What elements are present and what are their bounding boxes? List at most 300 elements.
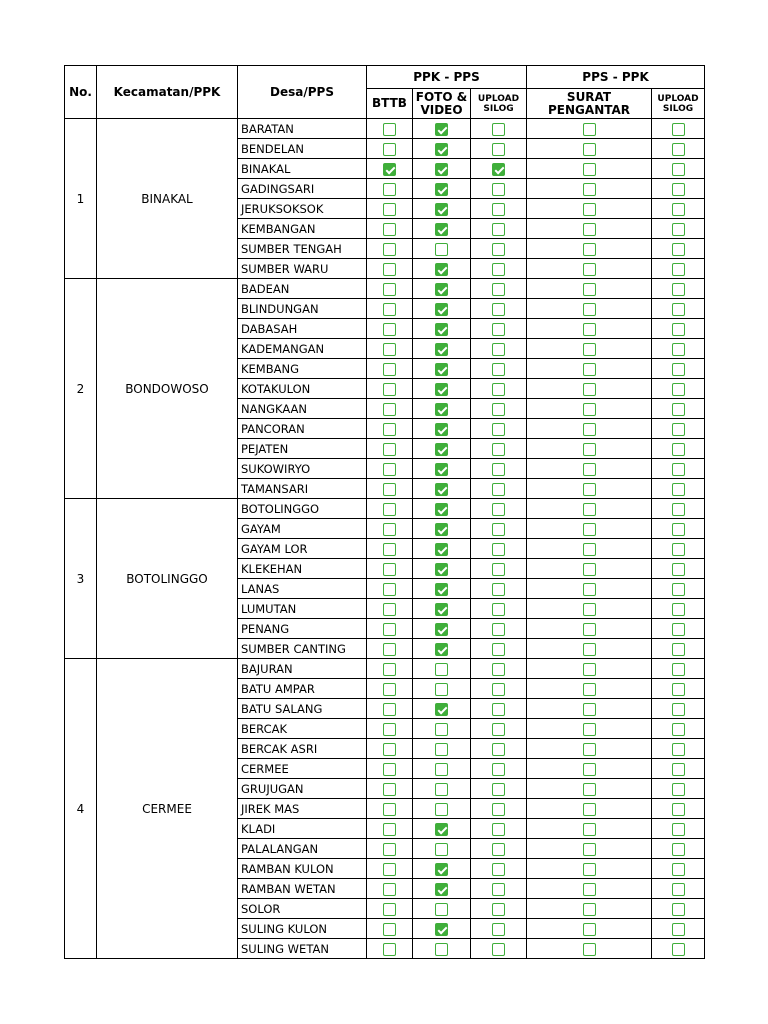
checkbox-bttb-unchecked-icon[interactable] xyxy=(383,583,396,596)
checkbox-cell xyxy=(471,379,527,399)
checkbox-foto-video-unchecked-icon[interactable] xyxy=(435,943,448,956)
checkbox-cell xyxy=(652,639,705,659)
checkbox-cell xyxy=(413,639,471,659)
desa-name: SUMBER WARU xyxy=(238,259,367,279)
checkbox-cell xyxy=(413,759,471,779)
checkbox-cell xyxy=(652,859,705,879)
checkbox-cell xyxy=(413,379,471,399)
checkbox-surat-pengantar-unchecked-icon[interactable] xyxy=(583,843,596,856)
checkbox-bttb-unchecked-icon[interactable] xyxy=(383,543,396,556)
checkbox-bttb-unchecked-icon[interactable] xyxy=(383,823,396,836)
checkbox-bttb-unchecked-icon[interactable] xyxy=(383,283,396,296)
checkbox-upload-silog-pps-unchecked-icon[interactable] xyxy=(672,563,685,576)
checkbox-cell xyxy=(652,199,705,219)
checkbox-bttb-unchecked-icon[interactable] xyxy=(383,523,396,536)
desa-name: SOLOR xyxy=(238,899,367,919)
checkbox-upload-silog-ppk-unchecked-icon[interactable] xyxy=(492,283,505,296)
checkbox-cell xyxy=(652,239,705,259)
checkbox-bttb-unchecked-icon[interactable] xyxy=(383,403,396,416)
checkbox-surat-pengantar-unchecked-icon[interactable] xyxy=(583,203,596,216)
checkbox-cell xyxy=(471,859,527,879)
checkbox-surat-pengantar-unchecked-icon[interactable] xyxy=(583,903,596,916)
checkbox-upload-silog-pps-unchecked-icon[interactable] xyxy=(672,123,685,136)
checkbox-bttb-unchecked-icon[interactable] xyxy=(383,263,396,276)
checkbox-upload-silog-ppk-unchecked-icon[interactable] xyxy=(492,183,505,196)
checkbox-foto-video-checked-icon[interactable] xyxy=(435,463,448,476)
checkbox-cell xyxy=(652,419,705,439)
checkbox-upload-silog-ppk-unchecked-icon[interactable] xyxy=(492,143,505,156)
checkbox-upload-silog-ppk-unchecked-icon[interactable] xyxy=(492,443,505,456)
checkbox-upload-silog-ppk-unchecked-icon[interactable] xyxy=(492,883,505,896)
checkbox-surat-pengantar-unchecked-icon[interactable] xyxy=(583,363,596,376)
kecamatan-name: BINAKAL xyxy=(97,119,238,279)
checkbox-upload-silog-ppk-unchecked-icon[interactable] xyxy=(492,223,505,236)
checkbox-cell xyxy=(471,699,527,719)
checkbox-upload-silog-pps-unchecked-icon[interactable] xyxy=(672,283,685,296)
kecamatan-name: BOTOLINGGO xyxy=(97,499,238,659)
checkbox-cell xyxy=(413,199,471,219)
checkbox-foto-video-checked-icon[interactable] xyxy=(435,263,448,276)
checkbox-upload-silog-pps-unchecked-icon[interactable] xyxy=(672,823,685,836)
checkbox-upload-silog-ppk-unchecked-icon[interactable] xyxy=(492,423,505,436)
checkbox-surat-pengantar-unchecked-icon[interactable] xyxy=(583,223,596,236)
checkbox-upload-silog-pps-unchecked-icon[interactable] xyxy=(672,143,685,156)
checkbox-upload-silog-pps-unchecked-icon[interactable] xyxy=(672,863,685,876)
desa-name: SUMBER CANTING xyxy=(238,639,367,659)
checkbox-upload-silog-pps-unchecked-icon[interactable] xyxy=(672,463,685,476)
checkbox-upload-silog-pps-unchecked-icon[interactable] xyxy=(672,523,685,536)
checkbox-upload-silog-pps-unchecked-icon[interactable] xyxy=(672,543,685,556)
checkbox-foto-video-unchecked-icon[interactable] xyxy=(435,663,448,676)
checkbox-cell xyxy=(471,879,527,899)
checkbox-surat-pengantar-unchecked-icon[interactable] xyxy=(583,183,596,196)
desa-name: DABASAH xyxy=(238,319,367,339)
checkbox-foto-video-checked-icon[interactable] xyxy=(435,923,448,936)
checkbox-cell xyxy=(652,339,705,359)
checkbox-cell xyxy=(367,659,413,679)
checkbox-cell xyxy=(527,779,652,799)
checkbox-foto-video-checked-icon[interactable] xyxy=(435,443,448,456)
checkbox-cell xyxy=(527,519,652,539)
checkbox-surat-pengantar-unchecked-icon[interactable] xyxy=(583,383,596,396)
checkbox-surat-pengantar-unchecked-icon[interactable] xyxy=(583,623,596,636)
checkbox-upload-silog-ppk-unchecked-icon[interactable] xyxy=(492,663,505,676)
checkbox-cell xyxy=(527,359,652,379)
checkbox-upload-silog-pps-unchecked-icon[interactable] xyxy=(672,783,685,796)
checkbox-cell xyxy=(652,799,705,819)
checkbox-surat-pengantar-unchecked-icon[interactable] xyxy=(583,563,596,576)
checkbox-foto-video-unchecked-icon[interactable] xyxy=(435,723,448,736)
checkbox-upload-silog-pps-unchecked-icon[interactable] xyxy=(672,723,685,736)
checkbox-bttb-checked-icon[interactable] xyxy=(383,163,396,176)
checkbox-upload-silog-ppk-unchecked-icon[interactable] xyxy=(492,343,505,356)
checkbox-bttb-unchecked-icon[interactable] xyxy=(383,323,396,336)
checkbox-upload-silog-ppk-unchecked-icon[interactable] xyxy=(492,563,505,576)
checkbox-foto-video-checked-icon[interactable] xyxy=(435,403,448,416)
header-upload-silog-2-line1: UPLOAD xyxy=(657,93,699,104)
checkbox-bttb-unchecked-icon[interactable] xyxy=(383,223,396,236)
checkbox-cell xyxy=(471,219,527,239)
checkbox-upload-silog-ppk-unchecked-icon[interactable] xyxy=(492,623,505,636)
checkbox-foto-video-checked-icon[interactable] xyxy=(435,163,448,176)
checkbox-upload-silog-ppk-unchecked-icon[interactable] xyxy=(492,123,505,136)
checkbox-bttb-unchecked-icon[interactable] xyxy=(383,923,396,936)
checkbox-surat-pengantar-unchecked-icon[interactable] xyxy=(583,703,596,716)
checkbox-surat-pengantar-unchecked-icon[interactable] xyxy=(583,523,596,536)
checkbox-upload-silog-ppk-unchecked-icon[interactable] xyxy=(492,203,505,216)
checkbox-upload-silog-pps-unchecked-icon[interactable] xyxy=(672,763,685,776)
checkbox-foto-video-checked-icon[interactable] xyxy=(435,483,448,496)
checkbox-cell xyxy=(652,439,705,459)
checkbox-cell xyxy=(652,479,705,499)
checkbox-upload-silog-ppk-unchecked-icon[interactable] xyxy=(492,863,505,876)
checkbox-foto-video-checked-icon[interactable] xyxy=(435,283,448,296)
checkbox-upload-silog-pps-unchecked-icon[interactable] xyxy=(672,663,685,676)
checkbox-surat-pengantar-unchecked-icon[interactable] xyxy=(583,503,596,516)
checkbox-cell xyxy=(413,679,471,699)
header-upload-silog-2 xyxy=(652,89,705,119)
checkbox-bttb-unchecked-icon[interactable] xyxy=(383,703,396,716)
checkbox-upload-silog-pps-unchecked-icon[interactable] xyxy=(672,683,685,696)
checkbox-surat-pengantar-unchecked-icon[interactable] xyxy=(583,683,596,696)
checkbox-cell xyxy=(527,619,652,639)
checkbox-upload-silog-pps-unchecked-icon[interactable] xyxy=(672,243,685,256)
header-bttb: BTTB xyxy=(367,89,413,119)
checkbox-surat-pengantar-unchecked-icon[interactable] xyxy=(583,443,596,456)
checkbox-cell xyxy=(367,939,413,959)
checkbox-cell xyxy=(527,899,652,919)
checkbox-cell xyxy=(652,119,705,139)
checkbox-surat-pengantar-unchecked-icon[interactable] xyxy=(583,803,596,816)
checkbox-upload-silog-ppk-unchecked-icon[interactable] xyxy=(492,383,505,396)
checkbox-cell xyxy=(413,219,471,239)
checkbox-cell xyxy=(471,719,527,739)
checkbox-surat-pengantar-unchecked-icon[interactable] xyxy=(583,543,596,556)
checkbox-bttb-unchecked-icon[interactable] xyxy=(383,903,396,916)
checkbox-bttb-unchecked-icon[interactable] xyxy=(383,663,396,676)
checkbox-cell xyxy=(367,279,413,299)
checkbox-cell xyxy=(471,419,527,439)
checkbox-upload-silog-ppk-unchecked-icon[interactable] xyxy=(492,923,505,936)
checkbox-bttb-unchecked-icon[interactable] xyxy=(383,243,396,256)
desa-name: GRUJUGAN xyxy=(238,779,367,799)
checkbox-foto-video-checked-icon[interactable] xyxy=(435,223,448,236)
header-upload-silog-1 xyxy=(471,89,527,119)
checkbox-upload-silog-ppk-unchecked-icon[interactable] xyxy=(492,243,505,256)
header-surat-pengantar-line2: PENGANTAR xyxy=(548,102,631,117)
checkbox-upload-silog-ppk-unchecked-icon[interactable] xyxy=(492,603,505,616)
checkbox-upload-silog-pps-unchecked-icon[interactable] xyxy=(672,883,685,896)
checkbox-foto-video-unchecked-icon[interactable] xyxy=(435,743,448,756)
checkbox-upload-silog-ppk-unchecked-icon[interactable] xyxy=(492,263,505,276)
checkbox-bttb-unchecked-icon[interactable] xyxy=(383,363,396,376)
checkbox-upload-silog-ppk-unchecked-icon[interactable] xyxy=(492,743,505,756)
checkbox-cell xyxy=(413,799,471,819)
checkbox-upload-silog-ppk-unchecked-icon[interactable] xyxy=(492,903,505,916)
checkbox-cell xyxy=(652,399,705,419)
checkbox-upload-silog-pps-unchecked-icon[interactable] xyxy=(672,643,685,656)
checkbox-cell xyxy=(471,119,527,139)
checkbox-bttb-unchecked-icon[interactable] xyxy=(383,183,396,196)
checkbox-upload-silog-ppk-unchecked-icon[interactable] xyxy=(492,323,505,336)
checkbox-cell xyxy=(413,439,471,459)
checkbox-cell xyxy=(527,179,652,199)
checkbox-surat-pengantar-unchecked-icon[interactable] xyxy=(583,403,596,416)
checkbox-upload-silog-ppk-unchecked-icon[interactable] xyxy=(492,783,505,796)
checkbox-cell xyxy=(367,879,413,899)
checkbox-foto-video-checked-icon[interactable] xyxy=(435,643,448,656)
checkbox-cell xyxy=(367,359,413,379)
desa-name: LUMUTAN xyxy=(238,599,367,619)
checkbox-upload-silog-ppk-unchecked-icon[interactable] xyxy=(492,723,505,736)
checkbox-upload-silog-pps-unchecked-icon[interactable] xyxy=(672,503,685,516)
checkbox-cell xyxy=(527,139,652,159)
checkbox-cell xyxy=(413,399,471,419)
checkbox-surat-pengantar-unchecked-icon[interactable] xyxy=(583,143,596,156)
checkbox-foto-video-checked-icon[interactable] xyxy=(435,583,448,596)
checkbox-upload-silog-pps-unchecked-icon[interactable] xyxy=(672,423,685,436)
desa-name: BARATAN xyxy=(238,119,367,139)
checkbox-foto-video-checked-icon[interactable] xyxy=(435,563,448,576)
checkbox-upload-silog-pps-unchecked-icon[interactable] xyxy=(672,183,685,196)
checkbox-cell xyxy=(527,319,652,339)
checkbox-cell xyxy=(367,499,413,519)
desa-name: BERCAK xyxy=(238,719,367,739)
checkbox-upload-silog-ppk-unchecked-icon[interactable] xyxy=(492,543,505,556)
checkbox-cell xyxy=(471,579,527,599)
checkbox-foto-video-unchecked-icon[interactable] xyxy=(435,903,448,916)
checkbox-upload-silog-pps-unchecked-icon[interactable] xyxy=(672,703,685,716)
checkbox-cell xyxy=(367,899,413,919)
checkbox-upload-silog-ppk-checked-icon[interactable] xyxy=(492,163,505,176)
checkbox-foto-video-unchecked-icon[interactable] xyxy=(435,803,448,816)
checkbox-upload-silog-ppk-unchecked-icon[interactable] xyxy=(492,803,505,816)
checkbox-bttb-unchecked-icon[interactable] xyxy=(383,683,396,696)
checkbox-foto-video-unchecked-icon[interactable] xyxy=(435,243,448,256)
checkbox-cell xyxy=(471,259,527,279)
checkbox-surat-pengantar-unchecked-icon[interactable] xyxy=(583,943,596,956)
checkbox-foto-video-checked-icon[interactable] xyxy=(435,203,448,216)
checkbox-upload-silog-pps-unchecked-icon[interactable] xyxy=(672,923,685,936)
checkbox-bttb-unchecked-icon[interactable] xyxy=(383,303,396,316)
checkbox-bttb-unchecked-icon[interactable] xyxy=(383,843,396,856)
checkbox-surat-pengantar-unchecked-icon[interactable] xyxy=(583,343,596,356)
checkbox-foto-video-checked-icon[interactable] xyxy=(435,523,448,536)
checkbox-upload-silog-ppk-unchecked-icon[interactable] xyxy=(492,363,505,376)
header-foto-video-line1: FOTO & xyxy=(415,89,468,104)
checkbox-upload-silog-pps-unchecked-icon[interactable] xyxy=(672,323,685,336)
checkbox-bttb-unchecked-icon[interactable] xyxy=(383,503,396,516)
checkbox-bttb-unchecked-icon[interactable] xyxy=(383,563,396,576)
checkbox-upload-silog-pps-unchecked-icon[interactable] xyxy=(672,363,685,376)
checkbox-cell xyxy=(471,899,527,919)
checkbox-bttb-unchecked-icon[interactable] xyxy=(383,343,396,356)
checkbox-upload-silog-ppk-unchecked-icon[interactable] xyxy=(492,643,505,656)
checkbox-bttb-unchecked-icon[interactable] xyxy=(383,763,396,776)
checkbox-upload-silog-ppk-unchecked-icon[interactable] xyxy=(492,843,505,856)
checkbox-surat-pengantar-unchecked-icon[interactable] xyxy=(583,783,596,796)
checkbox-upload-silog-pps-unchecked-icon[interactable] xyxy=(672,623,685,636)
checkbox-cell xyxy=(413,539,471,559)
checkbox-cell xyxy=(527,399,652,419)
checkbox-cell xyxy=(367,719,413,739)
checkbox-bttb-unchecked-icon[interactable] xyxy=(383,383,396,396)
checkbox-foto-video-unchecked-icon[interactable] xyxy=(435,783,448,796)
desa-name: BAJURAN xyxy=(238,659,367,679)
checkbox-upload-silog-ppk-unchecked-icon[interactable] xyxy=(492,403,505,416)
checkbox-cell xyxy=(367,199,413,219)
checkbox-surat-pengantar-unchecked-icon[interactable] xyxy=(583,923,596,936)
checkbox-surat-pengantar-unchecked-icon[interactable] xyxy=(583,323,596,336)
checkbox-upload-silog-ppk-unchecked-icon[interactable] xyxy=(492,823,505,836)
checkbox-foto-video-unchecked-icon[interactable] xyxy=(435,843,448,856)
checkbox-bttb-unchecked-icon[interactable] xyxy=(383,443,396,456)
desa-name: BINAKAL xyxy=(238,159,367,179)
checkbox-foto-video-checked-icon[interactable] xyxy=(435,623,448,636)
checkbox-foto-video-checked-icon[interactable] xyxy=(435,143,448,156)
checkbox-surat-pengantar-unchecked-icon[interactable] xyxy=(583,243,596,256)
checkbox-upload-silog-pps-unchecked-icon[interactable] xyxy=(672,263,685,276)
checkbox-upload-silog-pps-unchecked-icon[interactable] xyxy=(672,203,685,216)
checkbox-surat-pengantar-unchecked-icon[interactable] xyxy=(583,763,596,776)
checkbox-bttb-unchecked-icon[interactable] xyxy=(383,943,396,956)
checkbox-bttb-unchecked-icon[interactable] xyxy=(383,883,396,896)
checkbox-foto-video-checked-icon[interactable] xyxy=(435,303,448,316)
checkbox-upload-silog-ppk-unchecked-icon[interactable] xyxy=(492,703,505,716)
checkbox-surat-pengantar-unchecked-icon[interactable] xyxy=(583,883,596,896)
checkbox-upload-silog-pps-unchecked-icon[interactable] xyxy=(672,163,685,176)
checkbox-bttb-unchecked-icon[interactable] xyxy=(383,203,396,216)
checkbox-surat-pengantar-unchecked-icon[interactable] xyxy=(583,123,596,136)
checkbox-surat-pengantar-unchecked-icon[interactable] xyxy=(583,583,596,596)
checkbox-cell xyxy=(471,679,527,699)
checkbox-upload-silog-pps-unchecked-icon[interactable] xyxy=(672,583,685,596)
checkbox-cell xyxy=(527,799,652,819)
checkbox-upload-silog-ppk-unchecked-icon[interactable] xyxy=(492,943,505,956)
checkbox-surat-pengantar-unchecked-icon[interactable] xyxy=(583,863,596,876)
checkbox-surat-pengantar-unchecked-icon[interactable] xyxy=(583,263,596,276)
checkbox-upload-silog-pps-unchecked-icon[interactable] xyxy=(672,603,685,616)
desa-name: SULING WETAN xyxy=(238,939,367,959)
checkbox-bttb-unchecked-icon[interactable] xyxy=(383,463,396,476)
checkbox-cell xyxy=(413,619,471,639)
checkbox-upload-silog-pps-unchecked-icon[interactable] xyxy=(672,383,685,396)
checkbox-bttb-unchecked-icon[interactable] xyxy=(383,483,396,496)
checkbox-upload-silog-pps-unchecked-icon[interactable] xyxy=(672,743,685,756)
checkbox-foto-video-checked-icon[interactable] xyxy=(435,343,448,356)
checkbox-foto-video-checked-icon[interactable] xyxy=(435,863,448,876)
checkbox-cell xyxy=(527,479,652,499)
checkbox-cell xyxy=(413,319,471,339)
checkbox-foto-video-checked-icon[interactable] xyxy=(435,883,448,896)
checkbox-bttb-unchecked-icon[interactable] xyxy=(383,643,396,656)
checkbox-foto-video-checked-icon[interactable] xyxy=(435,183,448,196)
checkbox-upload-silog-pps-unchecked-icon[interactable] xyxy=(672,943,685,956)
checkbox-upload-silog-ppk-unchecked-icon[interactable] xyxy=(492,583,505,596)
checkbox-surat-pengantar-unchecked-icon[interactable] xyxy=(583,483,596,496)
checkbox-upload-silog-pps-unchecked-icon[interactable] xyxy=(672,903,685,916)
checkbox-upload-silog-ppk-unchecked-icon[interactable] xyxy=(492,483,505,496)
checkbox-bttb-unchecked-icon[interactable] xyxy=(383,723,396,736)
checkbox-foto-video-checked-icon[interactable] xyxy=(435,323,448,336)
desa-name: RAMBAN KULON xyxy=(238,859,367,879)
checkbox-foto-video-checked-icon[interactable] xyxy=(435,703,448,716)
checkbox-upload-silog-ppk-unchecked-icon[interactable] xyxy=(492,463,505,476)
checkbox-foto-video-checked-icon[interactable] xyxy=(435,503,448,516)
checkbox-upload-silog-pps-unchecked-icon[interactable] xyxy=(672,843,685,856)
checkbox-foto-video-checked-icon[interactable] xyxy=(435,423,448,436)
checkbox-bttb-unchecked-icon[interactable] xyxy=(383,143,396,156)
checkbox-upload-silog-pps-unchecked-icon[interactable] xyxy=(672,803,685,816)
checkbox-surat-pengantar-unchecked-icon[interactable] xyxy=(583,823,596,836)
checkbox-cell xyxy=(367,339,413,359)
desa-name: GAYAM LOR xyxy=(238,539,367,559)
checkbox-upload-silog-pps-unchecked-icon[interactable] xyxy=(672,403,685,416)
checkbox-cell xyxy=(471,139,527,159)
table-row xyxy=(65,279,705,299)
checkbox-bttb-unchecked-icon[interactable] xyxy=(383,863,396,876)
checkbox-foto-video-unchecked-icon[interactable] xyxy=(435,683,448,696)
checkbox-surat-pengantar-unchecked-icon[interactable] xyxy=(583,163,596,176)
checkbox-surat-pengantar-unchecked-icon[interactable] xyxy=(583,643,596,656)
checkbox-upload-silog-pps-unchecked-icon[interactable] xyxy=(672,343,685,356)
checkbox-upload-silog-pps-unchecked-icon[interactable] xyxy=(672,223,685,236)
checkbox-surat-pengantar-unchecked-icon[interactable] xyxy=(583,283,596,296)
checkbox-foto-video-checked-icon[interactable] xyxy=(435,603,448,616)
checkbox-bttb-unchecked-icon[interactable] xyxy=(383,423,396,436)
checkbox-surat-pengantar-unchecked-icon[interactable] xyxy=(583,663,596,676)
checkbox-bttb-unchecked-icon[interactable] xyxy=(383,623,396,636)
checkbox-bttb-unchecked-icon[interactable] xyxy=(383,603,396,616)
checkbox-foto-video-checked-icon[interactable] xyxy=(435,823,448,836)
checkbox-surat-pengantar-unchecked-icon[interactable] xyxy=(583,603,596,616)
checkbox-foto-video-checked-icon[interactable] xyxy=(435,363,448,376)
table-row xyxy=(65,119,705,139)
checkbox-upload-silog-ppk-unchecked-icon[interactable] xyxy=(492,683,505,696)
checkbox-bttb-unchecked-icon[interactable] xyxy=(383,803,396,816)
checkbox-cell xyxy=(413,719,471,739)
checkbox-foto-video-checked-icon[interactable] xyxy=(435,543,448,556)
checkbox-surat-pengantar-unchecked-icon[interactable] xyxy=(583,743,596,756)
checkbox-upload-silog-pps-unchecked-icon[interactable] xyxy=(672,443,685,456)
checkbox-upload-silog-ppk-unchecked-icon[interactable] xyxy=(492,503,505,516)
checkbox-upload-silog-ppk-unchecked-icon[interactable] xyxy=(492,763,505,776)
checkbox-cell xyxy=(367,679,413,699)
checkbox-bttb-unchecked-icon[interactable] xyxy=(383,743,396,756)
checkbox-surat-pengantar-unchecked-icon[interactable] xyxy=(583,423,596,436)
checkbox-surat-pengantar-unchecked-icon[interactable] xyxy=(583,723,596,736)
checkbox-cell xyxy=(413,459,471,479)
checkbox-foto-video-unchecked-icon[interactable] xyxy=(435,763,448,776)
checkbox-cell xyxy=(527,459,652,479)
checkbox-cell xyxy=(413,279,471,299)
checkbox-foto-video-checked-icon[interactable] xyxy=(435,123,448,136)
checkbox-cell xyxy=(527,719,652,739)
checkbox-cell xyxy=(471,179,527,199)
checkbox-surat-pengantar-unchecked-icon[interactable] xyxy=(583,463,596,476)
desa-name: CERMEE xyxy=(238,759,367,779)
checkbox-cell xyxy=(367,639,413,659)
checkbox-upload-silog-pps-unchecked-icon[interactable] xyxy=(672,483,685,496)
checkbox-upload-silog-ppk-unchecked-icon[interactable] xyxy=(492,523,505,536)
checkbox-bttb-unchecked-icon[interactable] xyxy=(383,123,396,136)
checkbox-foto-video-checked-icon[interactable] xyxy=(435,383,448,396)
checkbox-upload-silog-pps-unchecked-icon[interactable] xyxy=(672,303,685,316)
checkbox-cell xyxy=(527,919,652,939)
checkbox-surat-pengantar-unchecked-icon[interactable] xyxy=(583,303,596,316)
checkbox-upload-silog-ppk-unchecked-icon[interactable] xyxy=(492,303,505,316)
checkbox-bttb-unchecked-icon[interactable] xyxy=(383,783,396,796)
